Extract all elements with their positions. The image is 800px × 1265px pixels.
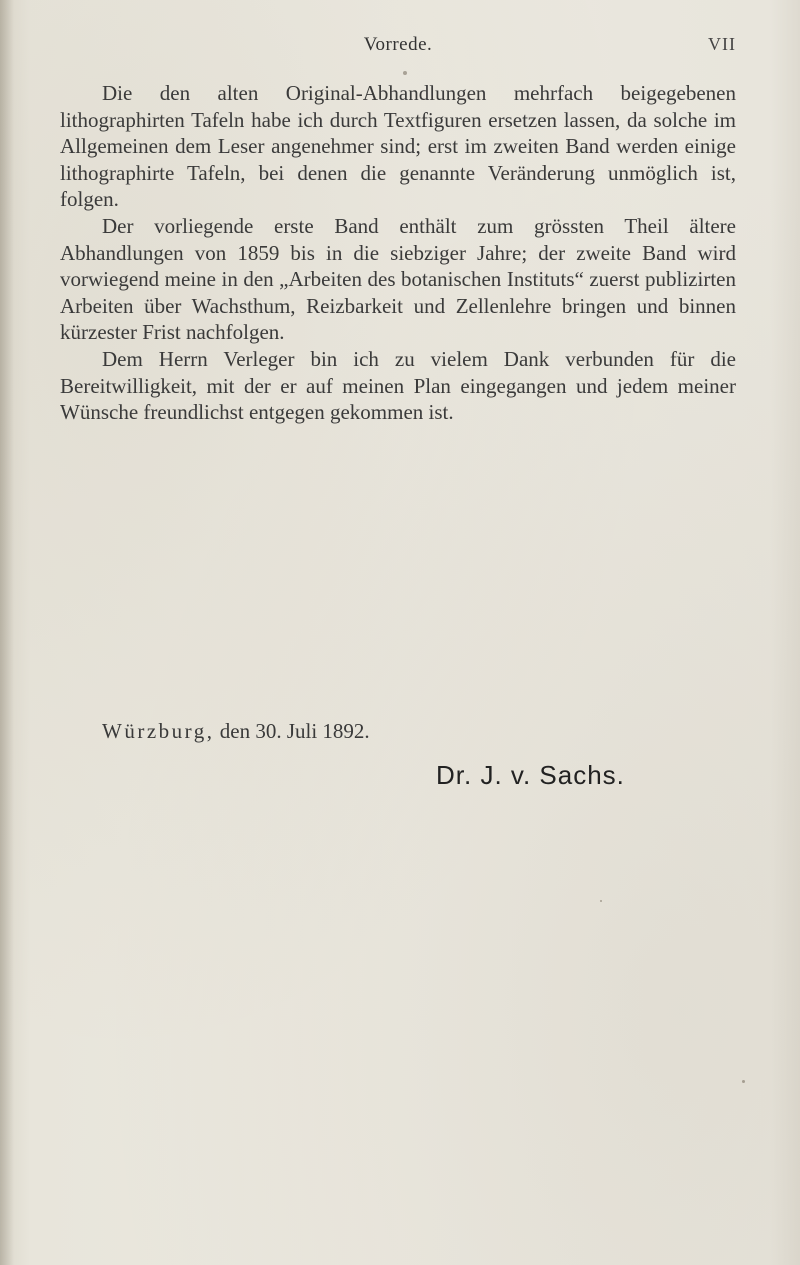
paper-speck xyxy=(403,71,407,75)
header-title: Vorrede. xyxy=(363,34,433,55)
paper-speck xyxy=(600,900,602,902)
page-gutter-shadow xyxy=(0,0,14,1265)
preface-body xyxy=(60,80,736,426)
place-and-date xyxy=(102,719,370,744)
paragraph-1: Die den alten Original-Abhandlungen mehrfach beigegebenen lithographirten Tafeln habe ich durch Textfiguren ersetzen lassen, da solche im Allgemeinen dem Leser angenehmer sind; erst im zweiten Band werden einige lithographirte Tafeln, bei denen die genannte Veränderung unmöglich ist, folgen. xyxy=(60,81,736,212)
paper-speck xyxy=(742,1080,745,1083)
paragraph-2: Der vorliegende erste Band enthält zum grössten Theil ältere Abhandlungen von 1859 bis in die siebziger Jahre; der zweite Band wird vorwiegend meine in den „Arbeiten des botanischen Instituts“ zuerst publizirten Arbeiten über Wachsthum, Reizbarkeit und Zellenlehre bringen und binnen kürzester Frist nachfolgen. xyxy=(60,213,736,345)
author-signature: Dr. J. v. Sachs. xyxy=(436,760,625,790)
paragraph-3: Dem Herrn Verleger bin ich zu vielem Dank verbunden für die Bereitwilligkeit, mit der er auf meinen Plan eingegangen und jedem meiner Wünsche freundlichst entgegen gekommen ist. xyxy=(60,346,736,425)
date-text: den 30. Juli 1892. xyxy=(219,719,370,743)
page-number: VII xyxy=(708,34,736,54)
place-name: Würzburg, xyxy=(102,719,215,743)
running-header xyxy=(60,34,736,60)
